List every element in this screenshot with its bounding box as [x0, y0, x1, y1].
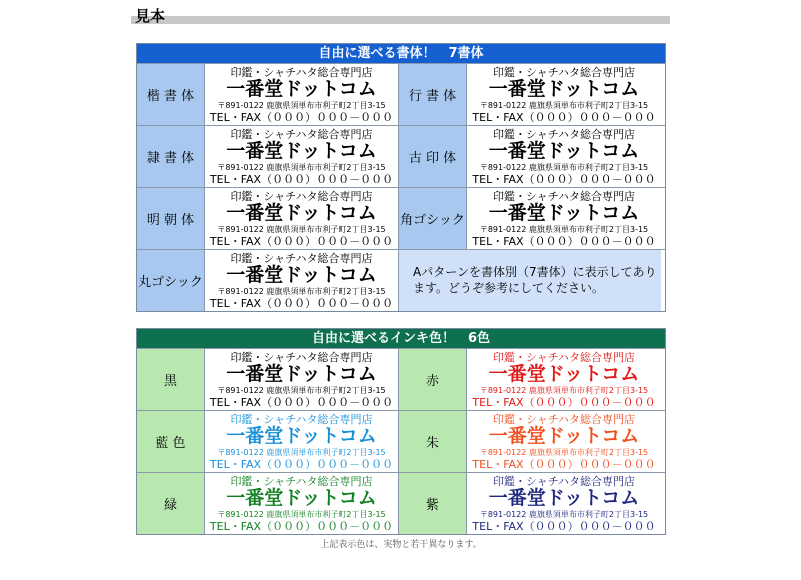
- stamp-line4: TEL・FAX（０００）０００－０００: [472, 520, 656, 533]
- stamp-sample: [467, 411, 661, 472]
- stamp-line4: TEL・FAX（０００）０００－０００: [472, 173, 656, 186]
- stamp-line1: 印鑑・シャチハタ総合専門店: [230, 351, 373, 364]
- ink-label: 藍 色: [137, 411, 205, 472]
- ink-label: 紫: [399, 473, 467, 534]
- stamp-line1: 印鑑・シャチハタ総合専門店: [492, 475, 636, 488]
- stamp-line1: 印鑑・シャチハタ総合専門店: [492, 190, 636, 203]
- stamp-line3: 〒891-0122 鹿旗県須単布市利子町2丁目3-15: [479, 163, 649, 172]
- stamp-line2: 一番堂ドットコム: [226, 202, 377, 224]
- stamp-line2: 一番堂ドットコム: [488, 78, 640, 100]
- font-row: [137, 125, 665, 187]
- font-row: [137, 249, 665, 311]
- stamp-line1: 印鑑・シャチハタ総合専門店: [492, 66, 636, 79]
- stamp-line3: 〒891-0122 鹿旗県須単布市利子町2丁目3-15: [217, 163, 386, 172]
- font-row: [137, 63, 665, 125]
- stamp-sample: [205, 411, 399, 472]
- stamp-line3: 〒891-0122 鹿旗県須単布市利子町2丁目3-15: [217, 448, 386, 457]
- heading-bar: [131, 16, 670, 24]
- stamp-line1: 印鑑・シャチハタ総合専門店: [492, 413, 636, 426]
- stamp-line3: 〒891-0122 鹿旗県須単布市利子町2丁目3-15: [479, 101, 649, 110]
- stamp-line2: 一番堂ドットコム: [226, 487, 377, 509]
- font-label: 明 朝 体: [137, 188, 205, 249]
- stamp-line2: 一番堂ドットコム: [226, 363, 377, 385]
- ink-row: [137, 472, 665, 534]
- stamp-line4: TEL・FAX（０００）０００－０００: [209, 458, 394, 471]
- stamp-line3: 〒891-0122 鹿旗県須単布市利子町2丁目3-15: [479, 386, 649, 395]
- stamp-line2: 一番堂ドットコム: [488, 363, 640, 385]
- ink-label: 緑: [137, 473, 205, 534]
- stamp-line3: 〒891-0122 鹿旗県須単布市利子町2丁目3-15: [217, 510, 386, 519]
- stamp-line3: 〒891-0122 鹿旗県須単布市利子町2丁目3-15: [479, 448, 649, 457]
- stamp-line4: TEL・FAX（０００）０００－０００: [472, 111, 656, 124]
- ink-label: 朱: [399, 411, 467, 472]
- ink-table-header: 自由に選べるインキ色！ 6色: [137, 329, 665, 348]
- stamp-sample: [205, 473, 399, 534]
- stamp-sample: [205, 126, 399, 187]
- stamp-line1: 印鑑・シャチハタ総合専門店: [492, 351, 636, 364]
- font-table: [136, 43, 666, 312]
- ink-label: 黒: [137, 349, 205, 410]
- font-label: 楷 書 体: [137, 64, 205, 125]
- font-label: 行 書 体: [399, 64, 467, 125]
- stamp-line3: 〒891-0122 鹿旗県須単布市利子町2丁目3-15: [217, 386, 386, 395]
- stamp-line2: 一番堂ドットコム: [488, 487, 640, 509]
- stamp-line3: 〒891-0122 鹿旗県須単布市利子町2丁目3-15: [217, 287, 386, 296]
- section-heading: [131, 6, 670, 24]
- stamp-line4: TEL・FAX（０００）０００－０００: [209, 111, 394, 124]
- stamp-line1: 印鑑・シャチハタ総合専門店: [230, 475, 373, 488]
- stamp-line4: TEL・FAX（０００）０００－０００: [209, 235, 394, 248]
- ink-row: [137, 348, 665, 410]
- stamp-line4: TEL・FAX（０００）０００－０００: [209, 297, 394, 310]
- stamp-line4: TEL・FAX（０００）０００－０００: [209, 396, 394, 409]
- font-table-note: Aパターンを書体別（7書体）に表示してあります。どうぞ参考にしてください。: [399, 250, 661, 311]
- stamp-line2: 一番堂ドットコム: [226, 140, 377, 162]
- stamp-line4: TEL・FAX（０００）０００－０００: [472, 458, 656, 471]
- stamp-line3: 〒891-0122 鹿旗県須単布市利子町2丁目3-15: [479, 225, 649, 234]
- stamp-line4: TEL・FAX（０００）０００－０００: [472, 235, 656, 248]
- stamp-line1: 印鑑・シャチハタ総合専門店: [230, 190, 373, 203]
- font-label: 古 印 体: [399, 126, 467, 187]
- stamp-line3: 〒891-0122 鹿旗県須単布市利子町2丁目3-15: [217, 101, 386, 110]
- ink-label: 赤: [399, 349, 467, 410]
- color-disclaimer: 上記表示色は、実物と若干異なります。: [320, 540, 482, 550]
- stamp-line2: 一番堂ドットコム: [226, 264, 377, 286]
- font-label: 隷 書 体: [137, 126, 205, 187]
- stamp-line2: 一番堂ドットコム: [226, 78, 377, 100]
- stamp-line1: 印鑑・シャチハタ総合専門店: [230, 128, 373, 141]
- font-row: [137, 187, 665, 249]
- stamp-line1: 印鑑・シャチハタ総合専門店: [230, 413, 373, 426]
- ink-table: [136, 328, 666, 535]
- stamp-line2: 一番堂ドットコム: [488, 140, 640, 162]
- stamp-sample: [205, 349, 399, 410]
- heading-title: 見本: [135, 7, 166, 25]
- stamp-line2: 一番堂ドットコム: [488, 202, 640, 224]
- stamp-sample: [467, 188, 661, 249]
- ink-row: [137, 410, 665, 472]
- stamp-sample: [205, 188, 399, 249]
- stamp-line1: 印鑑・シャチハタ総合専門店: [492, 128, 636, 141]
- stamp-line4: TEL・FAX（０００）０００－０００: [472, 396, 656, 409]
- stamp-sample: [205, 250, 399, 311]
- stamp-sample: [467, 64, 661, 125]
- stamp-line3: 〒891-0122 鹿旗県須単布市利子町2丁目3-15: [479, 510, 649, 519]
- font-label: 角ゴシック: [399, 188, 467, 249]
- font-label: 丸ゴシック: [137, 250, 205, 311]
- stamp-line1: 印鑑・シャチハタ総合専門店: [230, 252, 373, 265]
- stamp-sample: [205, 64, 399, 125]
- stamp-sample: [467, 473, 661, 534]
- stamp-line1: 印鑑・シャチハタ総合専門店: [230, 66, 373, 79]
- stamp-line4: TEL・FAX（０００）０００－０００: [209, 173, 394, 186]
- stamp-line4: TEL・FAX（０００）０００－０００: [209, 520, 394, 533]
- stamp-line2: 一番堂ドットコム: [226, 425, 377, 447]
- stamp-line2: 一番堂ドットコム: [488, 425, 640, 447]
- font-table-header: 自由に選べる書体！ 7書体: [137, 44, 665, 63]
- stamp-sample: [467, 126, 661, 187]
- stamp-line3: 〒891-0122 鹿旗県須単布市利子町2丁目3-15: [217, 225, 386, 234]
- stamp-sample: [467, 349, 661, 410]
